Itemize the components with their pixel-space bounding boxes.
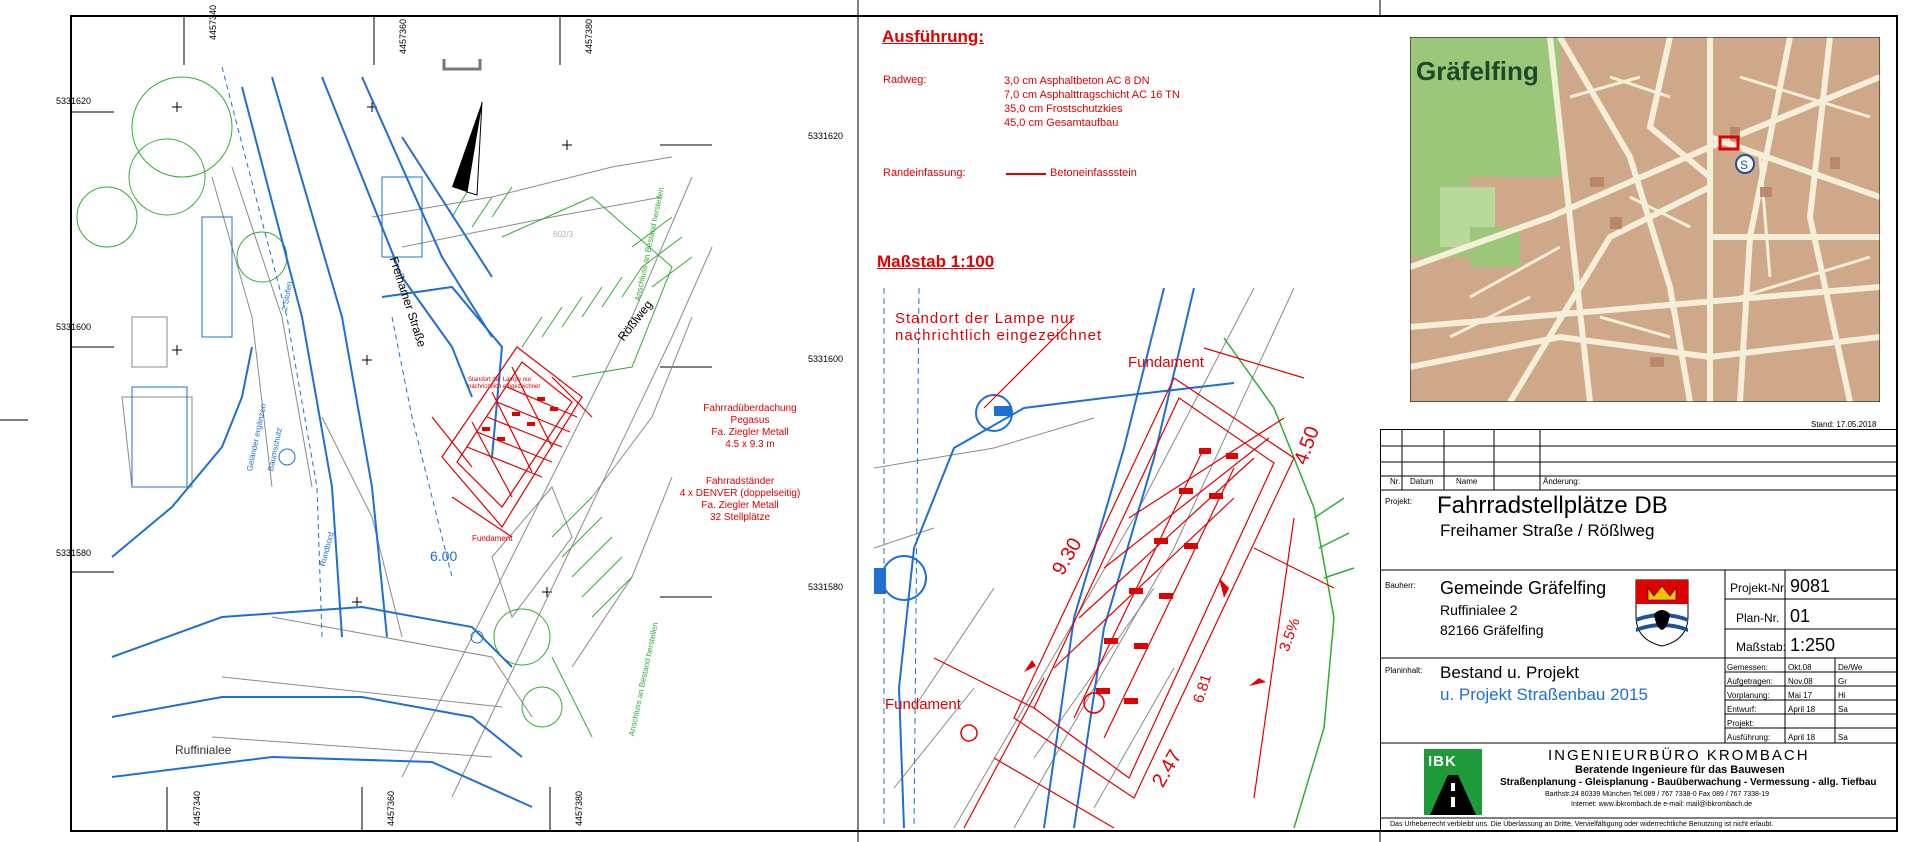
status-name: Hi (1838, 691, 1846, 700)
label-anschluss-2: Anschluss an Bestand herstellen (627, 621, 660, 737)
planinhalt-2: u. Projekt Straßenbau 2015 (1440, 685, 1648, 704)
rev-header-datum: Datum (1410, 477, 1434, 486)
map-stand: Stand: 17.05.2018 (1811, 420, 1877, 429)
coord-left-3: 5331580 (56, 548, 92, 558)
bauherr-label: Bauherr: (1385, 581, 1416, 590)
status-label: Ausführung: (1727, 733, 1771, 742)
street-freihamer: Freihamer Straße (386, 255, 430, 349)
detail-lampe-note (895, 310, 1102, 344)
coord-top-3: 4457380 (584, 18, 594, 54)
projekt-title: Fahrradstellplätze DB (1437, 492, 1668, 519)
note-staender-line: Fahrradständer (705, 476, 775, 487)
office-web: Internet: www.ibkrombach.de e-mail: mail@ibkrombach.de (1571, 801, 1753, 808)
map-title: Gräfelfing (1416, 56, 1539, 86)
note-ueberdachung (675, 403, 825, 451)
radweg-layer: 45,0 cm Gesamtaufbau (1004, 117, 1119, 129)
coord-left-1: 5331620 (56, 96, 92, 106)
note-staender-line: 32 Stellplätze (709, 512, 771, 523)
label-lampe-left: Standort der Lampe nur nachrichtlich eingezeichnet (468, 377, 541, 390)
planinhalt-1: Bestand u. Projekt (1440, 663, 1579, 682)
detail-dim-9-30: 9.30 (1048, 534, 1087, 579)
status-date (1788, 717, 1815, 731)
bauherr-city: 82166 Gräfelfing (1440, 622, 1544, 638)
coord-bottom-3: 4457380 (574, 790, 584, 826)
status-date: April 18 (1788, 705, 1816, 714)
parcel-number: 602/3 (553, 230, 574, 239)
note-staender-line: Fa. Ziegler Metall (701, 500, 779, 511)
label-stufen: 2 Stufen (280, 280, 295, 312)
coord-right-3: 5331580 (808, 582, 844, 592)
bauherr-name: Gemeinde Gräfelfing (1440, 578, 1607, 598)
randeinfassung-line (1006, 173, 1046, 175)
status-name: De/We (1838, 663, 1863, 672)
north-arrow (444, 59, 482, 195)
note-staender (665, 476, 815, 524)
coord-bottom-1: 4457340 (192, 790, 202, 826)
status-date: Nov.08 (1788, 677, 1813, 686)
status-date: Okt.08 (1788, 663, 1812, 672)
label-rundbord: Rundbord (318, 531, 336, 568)
status-label: Vorplanung: (1727, 691, 1770, 700)
office-name: INGENIEURBÜRO KROMBACH (1548, 747, 1810, 764)
detail-lampe-line: Standort der Lampe nur (895, 310, 1076, 327)
label-fundament-left: Fundament (472, 534, 513, 543)
svg-text:S: S (1740, 158, 1749, 172)
rev-header-aenderung: Änderung: (1543, 477, 1580, 486)
plannr-value: 01 (1790, 606, 1811, 626)
status-label: Projekt: (1727, 719, 1755, 728)
projekt-subtitle: Freihamer Straße / Rößlweg (1440, 521, 1655, 540)
randeinfassung-value: Betoneinfassstein (1050, 167, 1137, 179)
bauherr-street: Ruffinialee 2 (1440, 602, 1518, 618)
detail-lampe-line: nachrichtlich eingezeichnet (895, 327, 1103, 344)
radweg-layer: 3,0 cm Asphaltbeton AC 8 DN (1004, 75, 1150, 87)
coat-of-arms-icon (1634, 578, 1690, 648)
detail-fundament-bottom: Fundament (885, 696, 961, 713)
note-ueberdachung-line: 4.5 x 9.3 m (725, 439, 775, 450)
location-map (1410, 37, 1880, 402)
radweg-layer: 7,0 cm Asphalttragschicht AC 16 TN (1004, 89, 1180, 101)
street-roesslweg: Rößlweg (615, 297, 656, 344)
status-name: Sa (1838, 733, 1848, 742)
ausfuehrung-heading: Ausführung: (882, 27, 984, 46)
coord-right-2: 5331600 (808, 354, 844, 364)
detail-dim-6-81: 6.81 (1190, 672, 1216, 706)
status-name: Gr (1838, 677, 1847, 686)
office-services: Straßenplanung - Gleisplanung - Bauüberwachung - Vermessung - allg. Tiefbau (1500, 777, 1877, 788)
status-name: Sa (1838, 705, 1848, 714)
projektnr-label: Projekt-Nr. (1730, 581, 1787, 595)
detail-slope: 3.5% (1276, 615, 1304, 654)
massstab-label: Maßstab: (1736, 640, 1787, 654)
radweg-label: Radweg: (883, 74, 927, 86)
scale-heading: Maßstab 1:100 (877, 252, 995, 271)
rev-header-name: Name (1456, 477, 1478, 486)
status-date: Mai 17 (1788, 691, 1813, 700)
detail-drawing (874, 288, 1359, 830)
status-label: Entwurf: (1727, 705, 1757, 714)
detail-dim-2-47: 2.47 (1148, 746, 1187, 791)
coord-top-1: 4457340 (208, 4, 218, 40)
status-dates (1788, 661, 1815, 745)
bike-parking-red-lines (432, 347, 592, 537)
randeinfassung-label: Randeinfassung: (883, 167, 966, 179)
massstab-value: 1:250 (1790, 635, 1836, 655)
note-ueberdachung-line: Fa. Ziegler Metall (711, 427, 789, 438)
ibk-logo (1424, 749, 1482, 815)
street-ruffinialee: Ruffinialee (175, 743, 232, 757)
label-baumschutz: Baumschutz (266, 426, 284, 472)
coord-bottom-2: 4457360 (386, 790, 396, 826)
projekt-label: Projekt: (1385, 497, 1413, 506)
radweg-layer: 35,0 cm Frostschutzkies (1004, 103, 1123, 115)
note-ueberdachung-line: Fahrradüberdachung (703, 403, 797, 414)
status-label: Gemessen: (1727, 663, 1768, 672)
projektnr-value: 9081 (1790, 576, 1831, 596)
label-gelaender: Geländer ergänzen (245, 402, 269, 472)
rev-header-nr: Nr. (1390, 477, 1401, 486)
coord-top-2: 4457360 (398, 18, 408, 54)
detail-fundament-top: Fundament (1128, 354, 1204, 371)
note-ueberdachung-line: Pegasus (730, 415, 770, 426)
label-dimension: 6.00 (430, 548, 458, 564)
status-date: April 18 (1788, 733, 1816, 742)
status-label: Aufgetragen: (1727, 677, 1773, 686)
office-sub: Beratende Ingenieure für das Bauwesen (1575, 764, 1785, 776)
ibk-logo-text: IBK (1428, 753, 1457, 770)
label-anschluss-1: Anschluss an Bestand herstellen (633, 186, 666, 302)
plannr-label: Plan-Nr. (1736, 611, 1780, 625)
office-address: Barthstr.24 80339 München Tel.089 / 767 7338-0 Fax 089 / 767 7338-19 (1545, 791, 1770, 798)
coord-right-1: 5331620 (808, 131, 844, 141)
note-staender-line: 4 x DENVER (doppelseitig) (679, 488, 801, 499)
status-names (1838, 661, 1862, 745)
status-name (1838, 717, 1862, 731)
copyright-note: Das Urheberrecht verbleibt uns. Die Überlassung an Dritte, Vervielfältigung oder widerrechtliche Benutzung ist nicht erlaubt. (1390, 821, 1774, 828)
planinhalt-label: Planinhalt: (1385, 666, 1423, 675)
detail-dim-4-50: 4.50 (1290, 423, 1324, 468)
radweg-layers (1004, 74, 1180, 130)
coord-left-2: 5331600 (56, 322, 92, 332)
status-labels (1727, 661, 1773, 745)
